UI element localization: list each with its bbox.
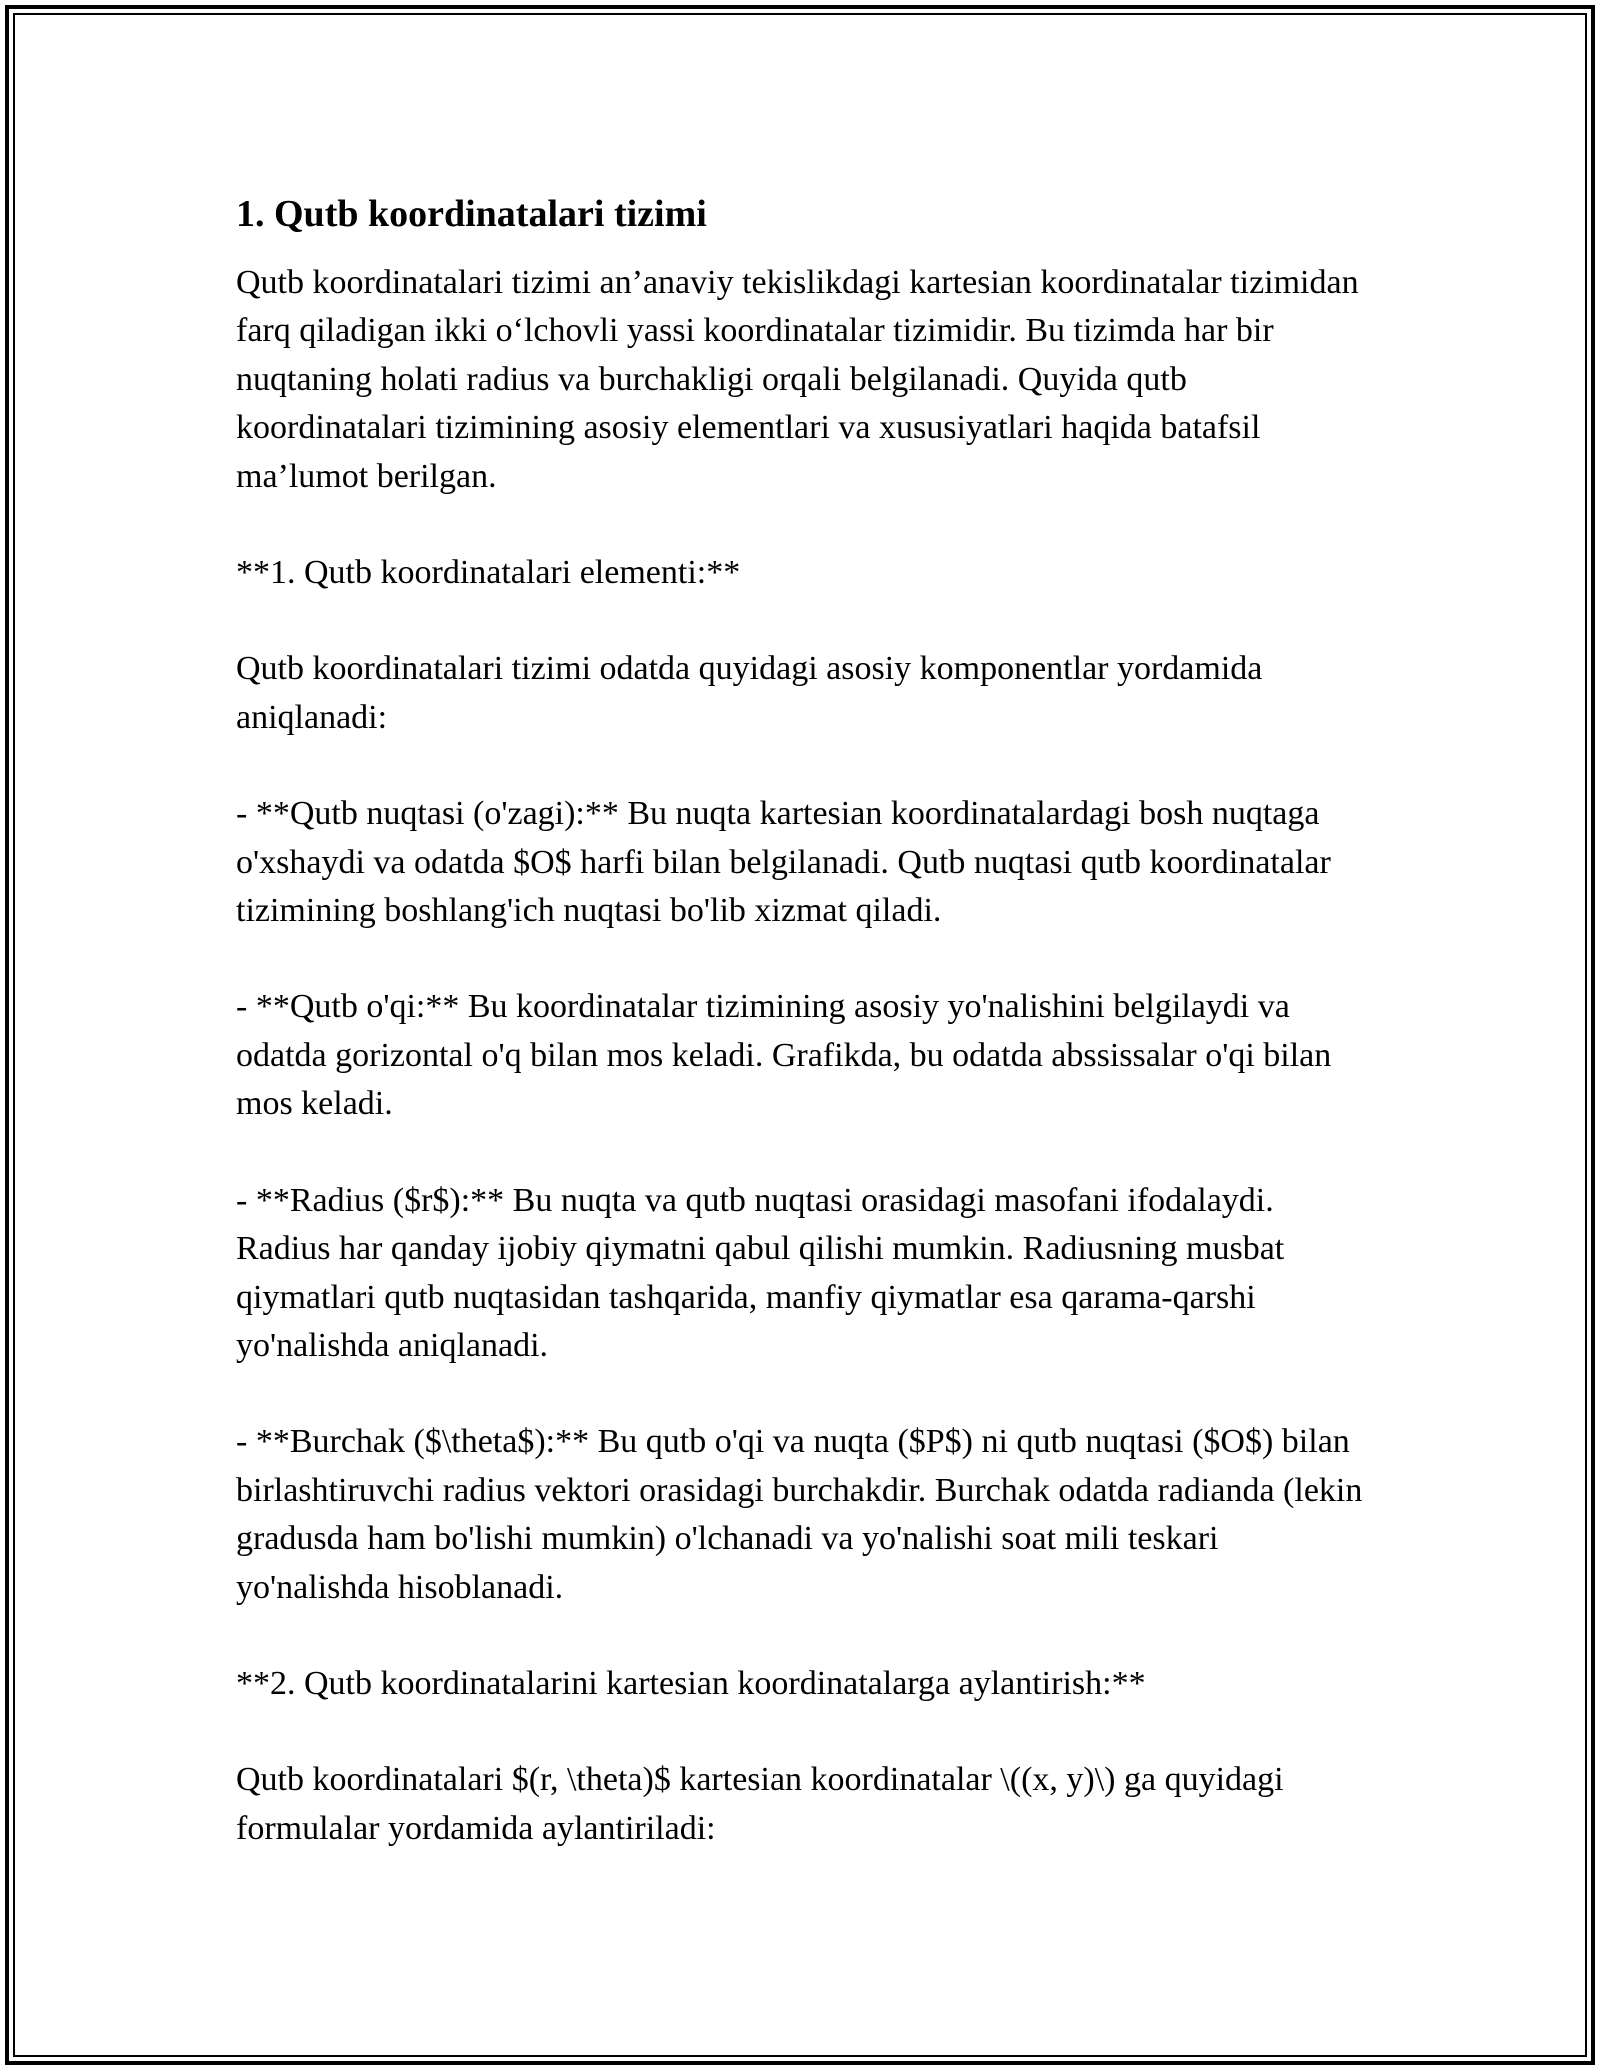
document-body (236, 186, 1376, 1901)
components-intro-paragraph: Qutb koordinatalari tizimi odatda quyidagi asosiy komponentlar yordamida aniqlanadi: (236, 650, 1263, 736)
list-item-angle: - **Burchak ($\theta$):** Bu qutb o'qi va nuqta ($P$) ni qutb nuqtasi ($O$) bilan birlashtiruvchi radius vektori orasidagi burchakdir. Burchak odatda radianda (lekin gradusda ham bo'lishi mumkin) o'lchanadi va yo'nalishi soat mili teskari yo'nalishda hisoblanadi. (236, 1423, 1363, 1606)
subsection-title-elements: **1. Qutb koordinatalari elementi:** (236, 554, 741, 592)
list-item-polar-axis: - **Qutb o'qi:** Bu koordinatalar tizimining asosiy yo'nalishini belgilaydi va odatda gorizontal o'q bilan mos keladi. Grafikda, bu odatda abssissalar o'qi bilan mos keladi. (236, 988, 1332, 1123)
subsection-title-conversion: **2. Qutb koordinatalarini kartesian koordinatalarga aylantirish:** (236, 1664, 1146, 1702)
intro-paragraph: Qutb koordinatalari tizimi an’anaviy tekislikdagi kartesian koordinatalar tizimidan farq qiladigan ikki o‘lchovli yassi koordinatalar tizimidir. Bu tizimda har bir nuqtaning holati radius va burchakligi orqali belgilanadi. Quyida qutb koordinatalari tizimining asosiy elementlari va xususiyatlari haqida batafsil ma’lumot berilgan. (236, 264, 1359, 495)
list-item-pole: - **Qutb nuqtasi (o'zagi):** Bu nuqta kartesian koordinatalardagi bosh nuqtaga o'xshaydi va odatda $O$ harfi bilan belgilanadi. Qutb nuqtasi qutb koordinatalar tizimining boshlang'ich nuqtasi bo'lib xizmat qiladi. (236, 795, 1331, 930)
list-item-radius: - **Radius ($r$):** Bu nuqta va qutb nuqtasi orasidagi masofani ifodalaydi. Radius har qanday ijobiy qiymatni qabul qilishi mumkin. Radiusning musbat qiymatlari qutb nuqtasidan tashqarida, manfiy qiymatlar esa qarama-qarshi yo'nalishda aniqlanadi. (236, 1181, 1285, 1364)
conversion-intro-paragraph: Qutb koordinatalari $(r, \theta)$ kartesian koordinatalar \((x, y)\) ga quyidagi formulalar yordamida aylantiriladi: (236, 1761, 1284, 1847)
section-heading: 1. Qutb koordinatalari tizimi (236, 193, 707, 235)
